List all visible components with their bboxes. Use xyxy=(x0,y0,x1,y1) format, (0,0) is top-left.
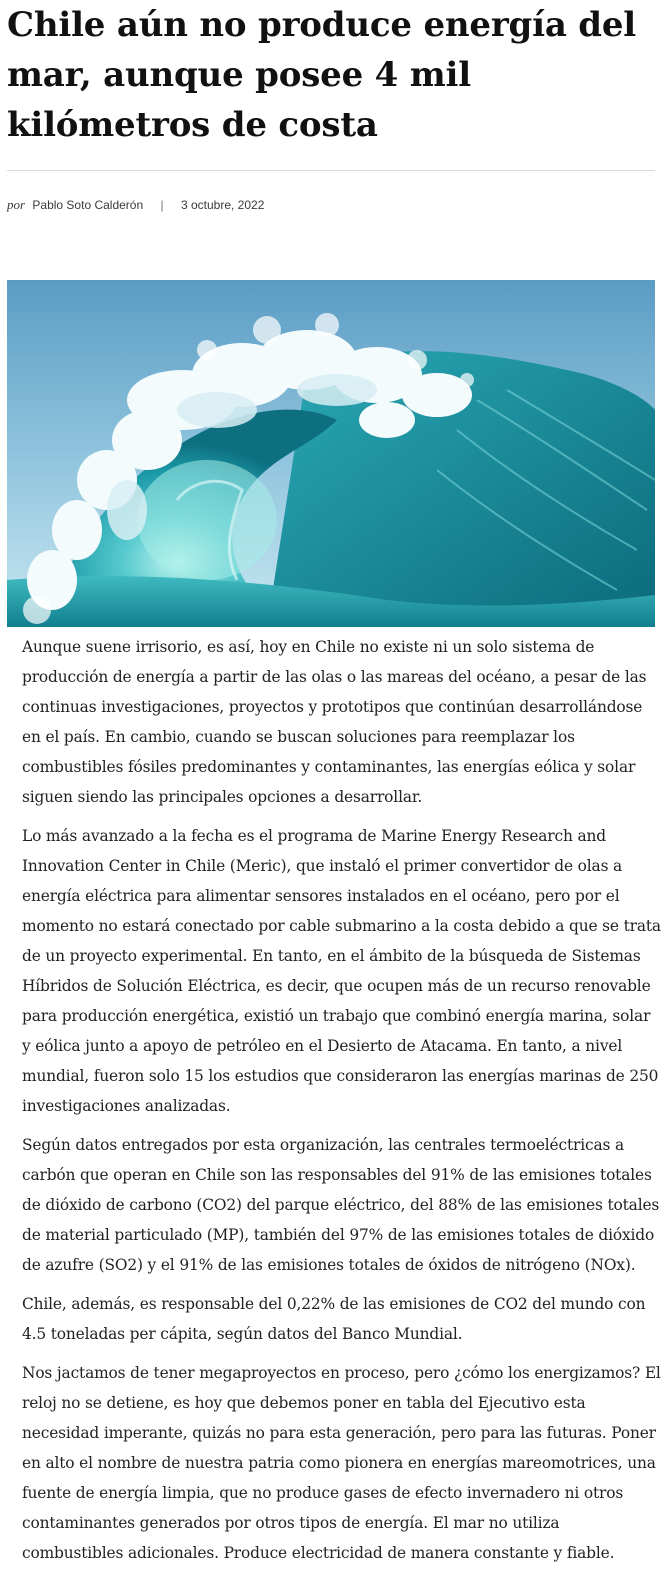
byline-prefix: por xyxy=(7,197,26,212)
byline-separator: | xyxy=(160,198,164,212)
paragraph: Nos jactamos de tener megaproyectos en proceso, pero ¿cómo los energizamos? El reloj no se detiene, es hoy que debemos poner en tabla del Ejecutivo esta necesidad imperante, quizás no para esta generación, pero para las futuras. Poner en alto el nombre de nuestra patria como pionera en energías mareomotrices, una fuente de energía limpia, que no produce gases de efecto invernadero ni otros contaminantes generados por otros tipos de energía. El mar no utiliza combustibles adicionales. Produce electricidad de manera constante y fiable. xyxy=(22,1364,661,1562)
paragraph: Lo más avanzado a la fecha es el programa de Marine Energy Research and Innovation Center in Chile (Meric), que instaló el primer convertidor de olas a energía eléctrica para alimentar sensores instalados en el océano, pero por el momento no estará conectado por cable submarino a la costa debido a que se trata de un proyecto experimental. En tanto, en el ámbito de la búsqueda de Sistemas Híbridos de Solución Eléctrica, es decir, que ocupen más de un recurso renovable para producción energética, existió un trabajo que combinó energía marina, solar y eólica junto a apoyo de petróleo en el Desierto de Atacama. En tanto, a nivel mundial, fueron solo 15 los estudios que consideraron las energías marinas de 250 investigaciones analizadas. xyxy=(22,827,661,1115)
paragraph: Chile, además, es responsable del 0,22% de las emisiones de CO2 del mundo con 4.5 toneladas per cápita, según datos del Banco Mundial. xyxy=(22,1295,646,1343)
paragraph: Aunque suene irrisorio, es así, hoy en Chile no existe ni un solo sistema de producción de energía a partir de las olas o las mareas del océano, a pesar de las continuas investigaciones, proyectos y prototipos que continúan desarrollándose en el país. En cambio, cuando se buscan soluciones para reemplazar los combustibles fósiles predominantes y contaminantes, las energías eólica y solar siguen siendo las principales opciones a desarrollar. xyxy=(22,638,647,806)
title-divider xyxy=(7,170,655,171)
publish-date: 3 octubre, 2022 xyxy=(180,198,265,212)
wave-illustration xyxy=(7,280,655,627)
paragraph: Según datos entregados por esta organización, las centrales termoeléctricas a carbón que operan en Chile son las responsables del 91% de las emisiones totales de dióxido de carbono (CO2) del parque eléctrico, del 88% de las emisiones totales de material particulado (MP), también del 97% de las emisiones totales de dióxido de azufre (SO2) y el 91% de las emisiones totales de óxidos de nitrógeno (NOx). xyxy=(22,1136,660,1274)
article-body xyxy=(22,632,662,1577)
hero-image xyxy=(7,280,655,627)
byline xyxy=(7,197,264,213)
author-link[interactable]: Pablo Soto Calderón xyxy=(32,198,144,212)
article-title: Chile aún no produce energía del mar, aunque posee 4 mil kilómetros de costa xyxy=(7,5,637,145)
